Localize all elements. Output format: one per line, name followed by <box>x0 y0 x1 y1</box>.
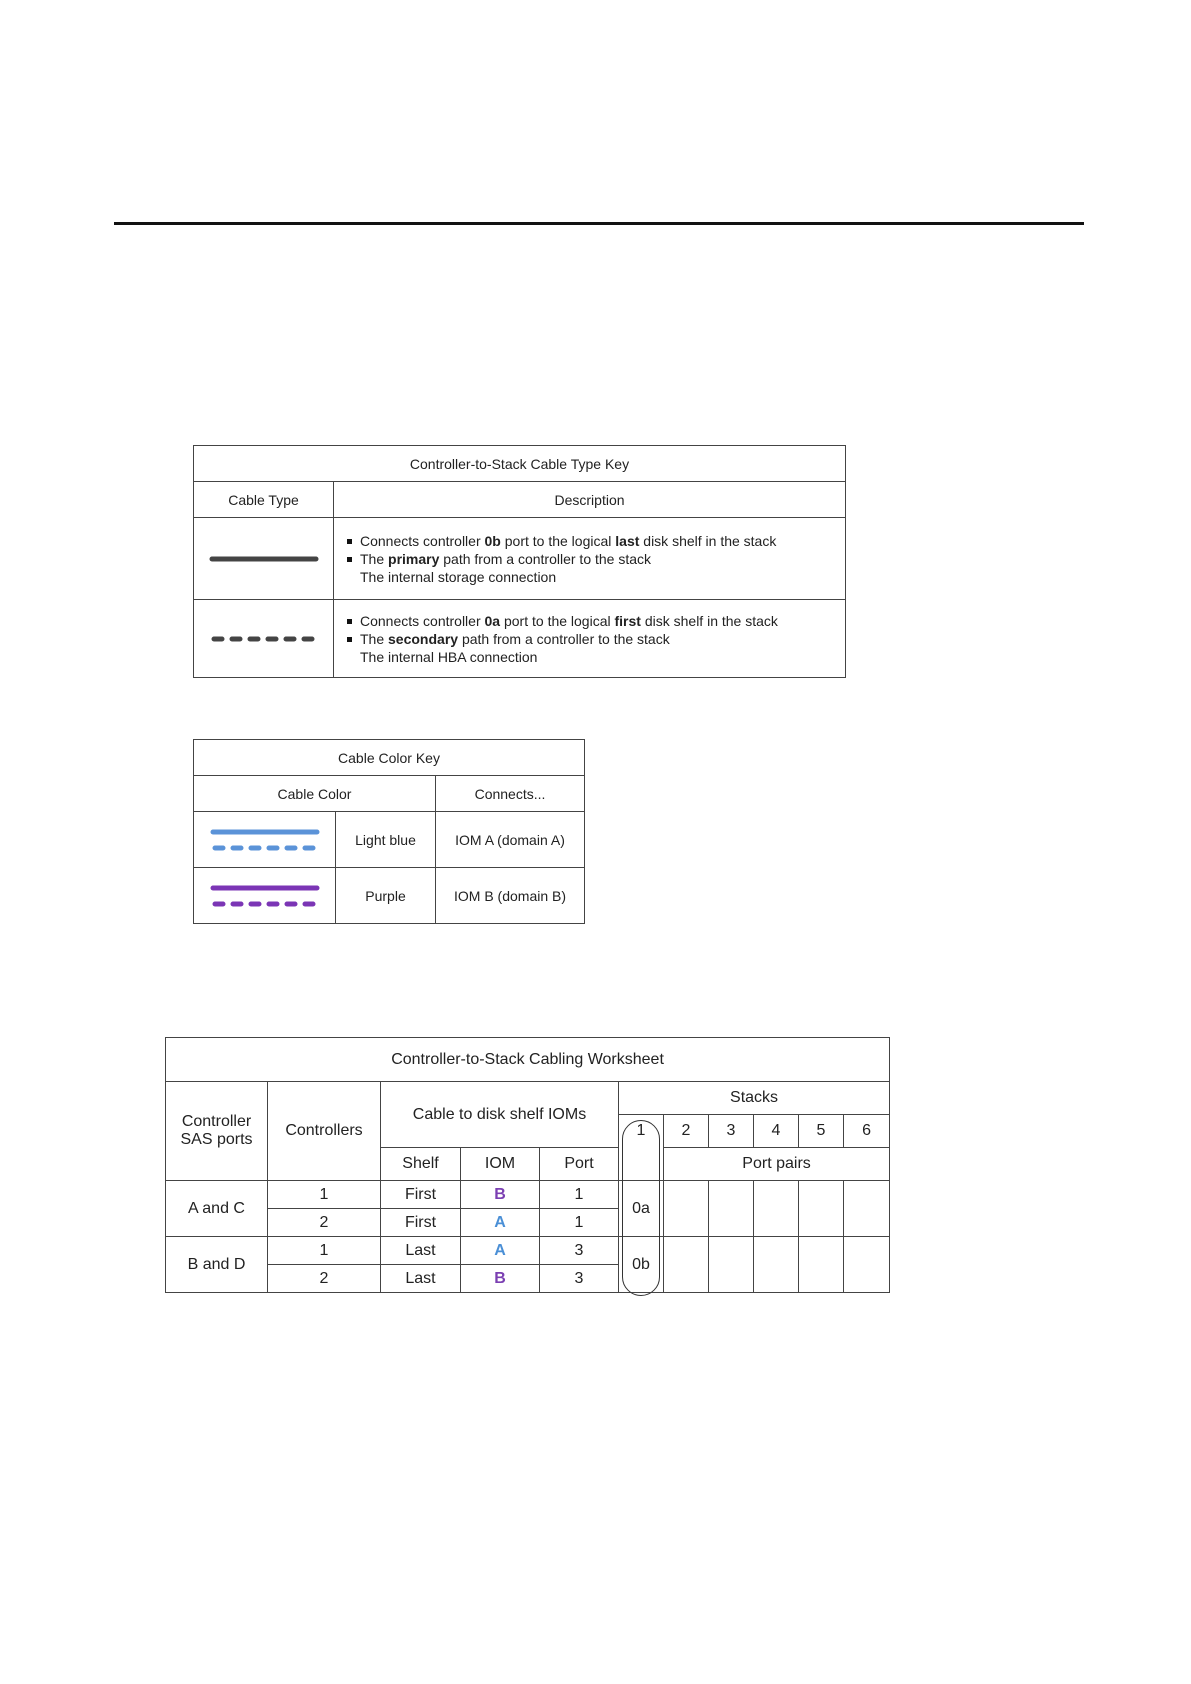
table-row <box>194 812 585 868</box>
controller: 2 <box>268 1209 381 1237</box>
description-cell <box>334 518 846 600</box>
stack-number: 1 <box>619 1115 664 1148</box>
controller: 1 <box>268 1181 381 1209</box>
iom: B <box>461 1265 540 1293</box>
port: 3 <box>540 1265 619 1293</box>
sas-ports: B and D <box>166 1237 268 1293</box>
iom: B <box>461 1181 540 1209</box>
iom: A <box>461 1237 540 1265</box>
column-header: Controllers <box>268 1082 381 1181</box>
table-title: Cable Color Key <box>194 740 585 776</box>
stack-number: 6 <box>844 1115 890 1148</box>
shelf: Last <box>381 1265 461 1293</box>
column-header: Cable Type <box>194 482 334 518</box>
table-row <box>194 600 846 678</box>
table-title: Controller-to-Stack Cable Type Key <box>194 446 846 482</box>
table-row <box>194 518 846 600</box>
port: 3 <box>540 1237 619 1265</box>
top-rule <box>114 222 1084 225</box>
port-pair: 0a <box>619 1181 664 1237</box>
worksheet-cell[interactable] <box>664 1237 709 1293</box>
column-header: IOM <box>461 1148 540 1181</box>
column-header: Description <box>334 482 846 518</box>
worksheet-cell[interactable] <box>754 1181 799 1237</box>
column-header: Port <box>540 1148 619 1181</box>
stack-number: 5 <box>799 1115 844 1148</box>
light-blue-cable-icon <box>194 812 336 868</box>
iom: A <box>461 1209 540 1237</box>
list-item: The primary path from a controller to the stack <box>346 550 833 568</box>
shelf: First <box>381 1181 461 1209</box>
worksheet-cell[interactable] <box>709 1181 754 1237</box>
port-pair: 0b <box>619 1237 664 1293</box>
color-name: Purple <box>336 868 436 924</box>
column-header: Cable to disk shelf IOMs <box>381 1082 619 1148</box>
cable-type-key-table <box>193 445 846 678</box>
worksheet-cell[interactable] <box>844 1237 890 1293</box>
column-header: Controller SAS ports <box>166 1082 268 1181</box>
stack-1-spacer <box>619 1148 664 1181</box>
worksheet-cell[interactable] <box>844 1181 890 1237</box>
list-item: Connects controller 0a port to the logical first disk shelf in the stack <box>346 612 833 630</box>
table-row <box>166 1237 890 1265</box>
stack-number: 2 <box>664 1115 709 1148</box>
connects-value: IOM B (domain B) <box>436 868 585 924</box>
column-header: Connects... <box>436 776 585 812</box>
sas-ports: A and C <box>166 1181 268 1237</box>
connects-value: IOM A (domain A) <box>436 812 585 868</box>
description-cell <box>334 600 846 678</box>
column-header: Cable Color <box>194 776 436 812</box>
cabling-worksheet-table <box>165 1037 890 1293</box>
table-row <box>166 1181 890 1209</box>
table-title: Controller-to-Stack Cabling Worksheet <box>166 1038 890 1082</box>
stack-number: 3 <box>709 1115 754 1148</box>
shelf: Last <box>381 1237 461 1265</box>
list-item: The secondary path from a controller to the stack <box>346 630 833 648</box>
list-item: Connects controller 0b port to the logical last disk shelf in the stack <box>346 532 833 550</box>
cable-color-key-table <box>193 739 585 924</box>
worksheet-cell[interactable] <box>664 1181 709 1237</box>
sub-note: The internal storage connection <box>360 568 557 585</box>
color-name: Light blue <box>336 812 436 868</box>
controller: 2 <box>268 1265 381 1293</box>
sub-note: The internal HBA connection <box>360 648 538 665</box>
table-row <box>194 868 585 924</box>
solid-line-icon <box>194 518 334 600</box>
shelf: First <box>381 1209 461 1237</box>
column-header: Shelf <box>381 1148 461 1181</box>
stack-number: 4 <box>754 1115 799 1148</box>
worksheet-cell[interactable] <box>754 1237 799 1293</box>
column-header: Stacks <box>619 1082 890 1115</box>
dashed-line-icon <box>194 600 334 678</box>
worksheet-cell[interactable] <box>799 1237 844 1293</box>
port: 1 <box>540 1209 619 1237</box>
worksheet-cell[interactable] <box>799 1181 844 1237</box>
worksheet-cell[interactable] <box>709 1237 754 1293</box>
column-header: Port pairs <box>664 1148 890 1181</box>
controller: 1 <box>268 1237 381 1265</box>
purple-cable-icon <box>194 868 336 924</box>
port: 1 <box>540 1181 619 1209</box>
